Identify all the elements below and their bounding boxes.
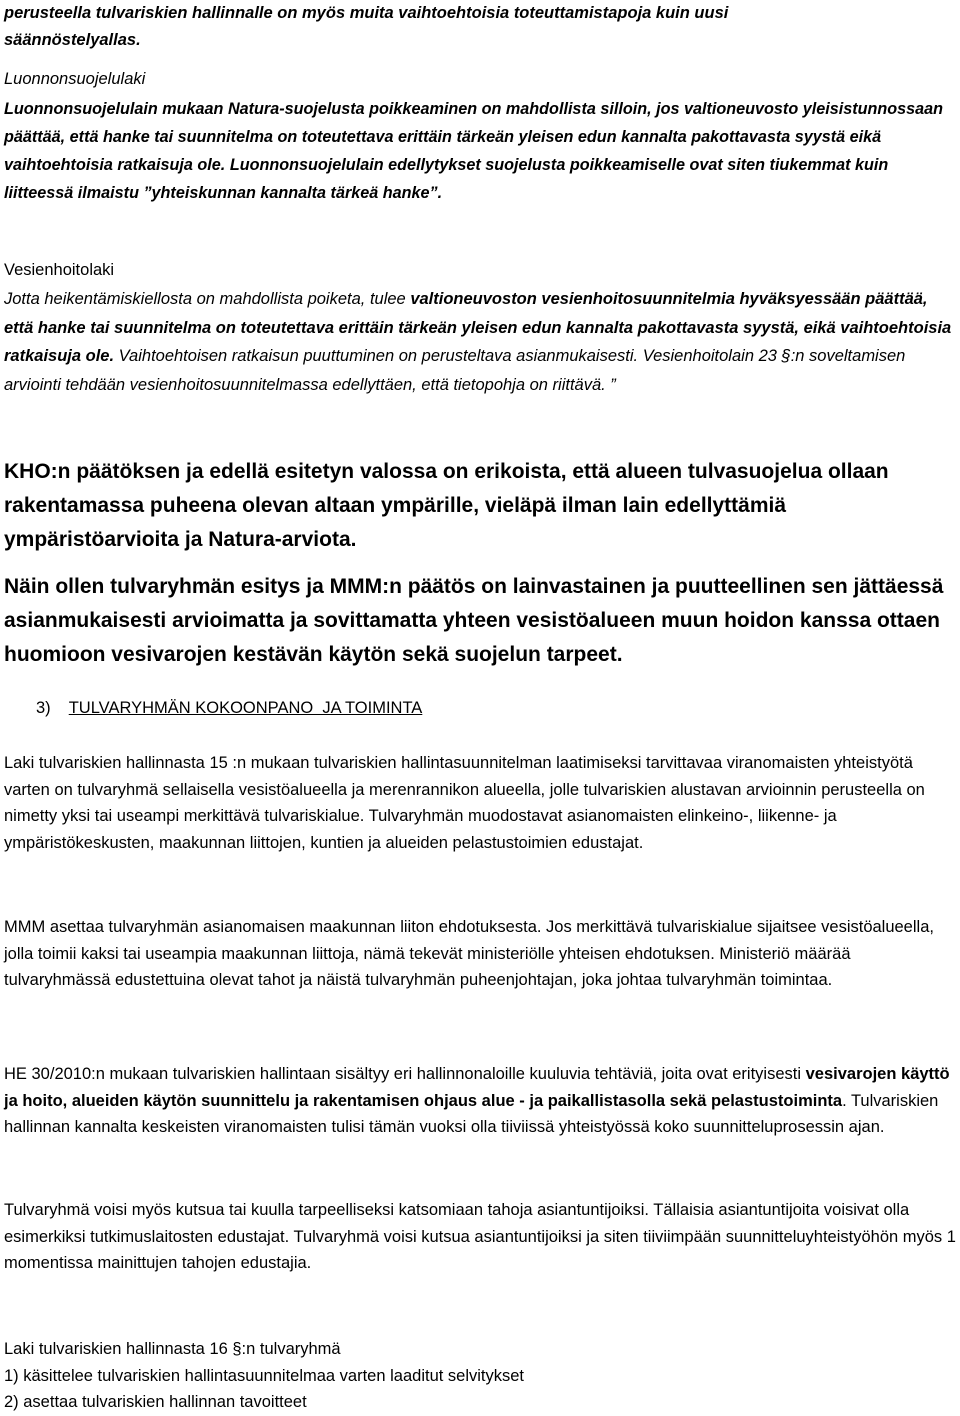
vesienhoitolaki-text-3: Vaihtoehtoisen ratkaisun puuttuminen on perusteltava asianmukaisesti. Vesienhoitolain 23 §:n soveltamisen arviointi tehdään vesienhoitosuunnitelmassa edellyttäen, että tietopohja on riittävä. ” — [4, 347, 906, 394]
section-3-title: TULVARYHMÄN KOKOONPANO JA TOIMINTA — [68, 699, 423, 717]
luonnonsuojelulaki-text-2: Luonnonsuojelulain edellytykset suojelusta poikkeamiselle ovat siten tiukemmat kuin liitteessä ilmaistu ”yhteiskunnan kannalta tärkeä hanke”. — [4, 156, 889, 202]
he-30-text-a: HE 30/2010:n mukaan tulvariskien hallintaan sisältyy eri hallinnonaloille kuuluvia tehtäviä, joita ovat erityisesti — [4, 1065, 802, 1083]
nain-ollen-statement: Näin ollen tulvaryhmän esitys ja MMM:n päätös on lainvastainen ja puutteellinen sen jättäessä asianmukaisesti arvioimatta ja sovittamatta yhteen vesistöalueen muun hoidon kanssa ottaen huomioon vesivarojen kestävän käytön sekä suojelun tarpeet. — [4, 575, 944, 666]
vesienhoitolaki-paragraph — [4, 285, 956, 399]
intro-line-1: perusteella tulvariskien hallinnalle on myös muita vaihtoehtoisia toteuttamistapoja kuin uusi — [4, 4, 729, 22]
paragraph-mmm: MMM asettaa tulvaryhmän asianomaisen maakunnan liiton ehdotuksesta. Jos merkittävä tulvariskialue sijaitsee vesistöalueella, jolla toimii kaksi tai useampia maakunnan liittoja, nämä tekevät ministeriölle yhteisen ehdotuksen. Ministeriö määrää tulvaryhmässä edustettuina olevat tahot ja näistä tulvaryhmän puheenjohtajan, joka johtaa tulvaryhmän toimintaa. — [4, 918, 934, 989]
section-3-number: 3) — [36, 699, 51, 717]
paragraph-asiantuntijat: Tulvaryhmä voisi myös kutsua tai kuulla tarpeelliseksi katsomiaan tahoja asiantuntijoiksi. Tällaisia asiantuntijoita voisivat olla esimerkiksi tutkimuslaitosten edustajat. Tulvaryhmä voisi kutsua asiantuntijoiksi ja siten tiiviimpään suunnitteluyhteistyöhön myös 1 momentissa mainittujen tahojen edustajia. — [4, 1201, 956, 1272]
paragraph-laki-16 — [4, 1336, 956, 1416]
vesienhoitolaki-title: Vesienhoitolaki — [4, 261, 115, 279]
laki-16-item-2: 2) asettaa tulvariskien hallinnan tavoitteet — [4, 1393, 307, 1411]
he-30-text-bold: vesivarojen käyttö ja hoito, alueiden käytön suunnittelu ja rakentamisen ohjaus alue - ja paikallistasolla sekä pelastustoiminta — [4, 1065, 950, 1110]
paragraph-laki-15: Laki tulvariskien hallinnasta 15 :n mukaan tulvariskien hallintasuunnitelman laatimiseksi tarvittavaa viranomaisten yhteistyötä varten on tulvaryhmä sellaisella vesistöalueella ja merenrannikon alueella, jolle tulvariskien alustavan arvioinnin perusteella on nimetty yksi tai useampi merkittävä tulvariskialue. Tulvaryhmän muodostavat asianomaisten elinkeino-, liikenne- ja ympäristökeskusten, maakunnan liittojen, kuntien ja alueiden pelastustoimien edustajat. — [4, 754, 925, 852]
he-30-text-c: . Tulvariskien hallinnan kannalta keskeisten viranomaisten tulisi tämän vuoksi olla tiiviissä yhteistyössä koko suunnitteluprosessin ajan. — [4, 1091, 939, 1136]
luonnonsuojelulaki-paragraph — [4, 95, 956, 207]
luonnonsuojelulaki-text-1: Luonnonsuojelulain mukaan Natura-suojelusta poikkeaminen on mahdollista silloin, jos valtioneuvosto yleisistunnossaan päättää, että hanke tai suunnitelma on toteutettava erittäin tärkeän yleisen edun kannalta pakottavasta syystä eikä vaihtoehtoisia ratkaisuja ole. — [4, 100, 944, 174]
vesienhoitolaki-text-1: Jotta heikentämiskiellosta on mahdollista poiketa, tulee — [4, 290, 406, 308]
intro-line-2: säännöstelyallas. — [4, 30, 141, 49]
luonnonsuojelulaki-title: Luonnonsuojelulaki — [4, 70, 146, 88]
section-3-heading — [36, 695, 422, 722]
kho-statement: KHO:n päätöksen ja edellä esitetyn valossa on erikoista, että alueen tulvasuojelua ollaan rakentamassa puheena olevan altaan ympärille, vieläpä ilman lain edellyttämiä ympäristöarvioita ja Natura-arviota. — [4, 460, 889, 551]
laki-16-item-1: 1) käsittelee tulvariskien hallintasuunnitelmaa varten laaditut selvitykset — [4, 1366, 525, 1385]
vesienhoitolaki-text-2: valtioneuvoston vesienhoitosuunnitelmia hyväksyessään päättää, että hanke tai suunnitelma on toteutettava erittäin tärkeän yleisen edun kannalta pakottavasta syystä, eikä vaihtoehtoisia ratkaisuja ole. — [4, 290, 952, 365]
intro-paragraph — [4, 0, 956, 53]
laki-16-title: Laki tulvariskien hallinnasta 16 §:n tulvaryhmä — [4, 1340, 341, 1358]
paragraph-he-30 — [4, 1061, 956, 1141]
